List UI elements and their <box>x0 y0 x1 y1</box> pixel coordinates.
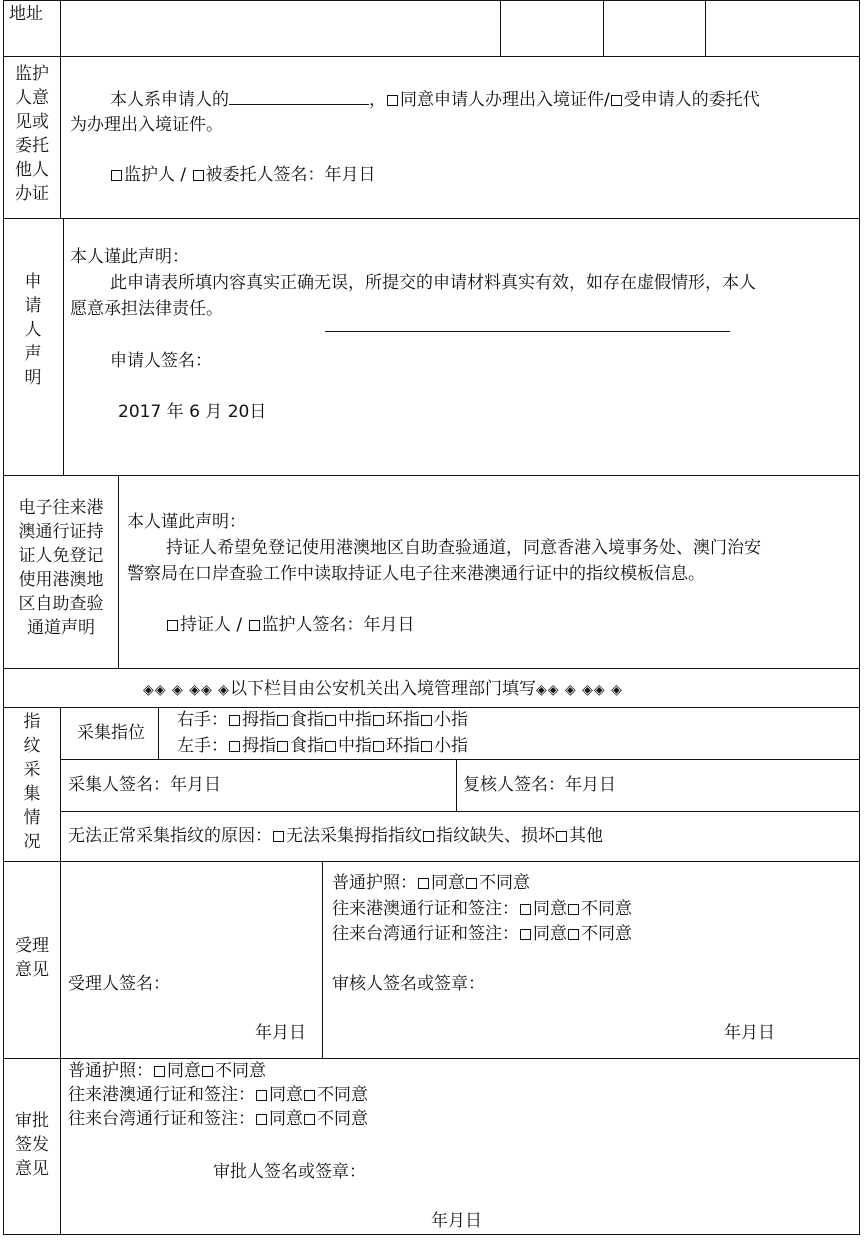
col-divider <box>158 707 159 759</box>
e-pass-heading: 本人谨此声明： <box>127 512 246 532</box>
row-divider <box>3 861 860 862</box>
row-divider <box>3 707 860 708</box>
left-thumb-checkbox[interactable] <box>229 741 240 752</box>
passport-disagree-checkbox[interactable] <box>466 878 477 889</box>
diamond-ornament-right: ◈◈ ◈ ◈◈ ◈ <box>535 682 623 698</box>
entrusted-checkbox[interactable] <box>611 95 622 106</box>
row-divider <box>60 811 860 812</box>
row-divider <box>3 56 860 57</box>
hk-macao-agree-checkbox[interactable] <box>520 904 531 915</box>
right-index-checkbox[interactable] <box>277 715 288 726</box>
approval-passport: 普通护照： 同意 不同意 <box>68 1061 266 1081</box>
guardian-signature: 监护人 / 被委托人签名：年月日 <box>110 164 376 186</box>
col-divider <box>603 0 604 56</box>
acceptor-date: 年月日 <box>255 1023 306 1043</box>
left-middle-checkbox[interactable] <box>325 741 336 752</box>
holder-checkbox[interactable] <box>167 620 178 631</box>
approval-passport-agree-checkbox[interactable] <box>154 1066 165 1077</box>
col-divider <box>63 218 64 475</box>
acceptance-reviewer-date: 年月日 <box>724 1023 775 1043</box>
left-index-checkbox[interactable] <box>277 741 288 752</box>
official-use-divider: ◈◈ ◈ ◈◈ ◈以下栏目由公安机关出入境管理部门填写◈◈ ◈ ◈◈ ◈ <box>143 679 623 699</box>
acceptor-signature: 受理人签名： <box>68 974 170 994</box>
right-little-checkbox[interactable] <box>421 715 432 726</box>
guardian-section-label: 监护 人意 见或 委托 他人 办证 <box>15 64 49 204</box>
missing-damaged-checkbox[interactable] <box>423 831 434 842</box>
right-hand-fingers: 右手： 拇指 食指 中指 环指 小指 <box>177 710 468 730</box>
collector-signature: 采集人签名：年月日 <box>68 775 221 795</box>
approval-date: 年月日 <box>431 1211 482 1231</box>
left-little-checkbox[interactable] <box>421 741 432 752</box>
taiwan-agree-checkbox[interactable] <box>520 929 531 940</box>
fingerprint-section-label: 指 纹 采 集 情 况 <box>23 712 41 852</box>
other-reason-checkbox[interactable] <box>556 831 567 842</box>
row-divider <box>60 759 860 760</box>
collect-finger-label: 采集指位 <box>77 723 145 743</box>
right-middle-checkbox[interactable] <box>325 715 336 726</box>
acceptance-section-label: 受理 意见 <box>15 936 49 980</box>
col-divider <box>118 475 119 668</box>
e-pass-signature: 持证人 / 监护人签名：年月日 <box>166 614 415 636</box>
declaration-section-label: 申 请 人 声 明 <box>24 272 42 388</box>
passport-agree-checkbox[interactable] <box>418 878 429 889</box>
declaration-line2: 愿意承担法律责任。 <box>70 299 223 319</box>
declaration-line1: 此申请表所填内容真实正确无误，所提交的申请材料真实有效，如存在虚假情形，本人 <box>110 273 756 293</box>
row-divider <box>3 475 860 476</box>
agree-checkbox[interactable] <box>387 95 398 106</box>
row-divider <box>3 668 860 669</box>
col-divider <box>60 0 61 218</box>
col-divider <box>322 861 323 1058</box>
guardian-checkbox[interactable] <box>111 170 122 181</box>
approval-hk-macao-disagree-checkbox[interactable] <box>304 1090 315 1101</box>
approver-signature: 审批人签名或签章： <box>213 1162 366 1182</box>
guardian-statement: 本人系申请人的 ， 同意申请人办理出入境证件/ 受申请人的委托代 <box>110 90 760 110</box>
e-pass-section-label: 电子往来港 澳通行证持 证人免登记 使用港澳地 区自助查验 通道声明 <box>18 498 104 638</box>
e-pass-line1: 持证人希望免登记使用港澳地区自助查验通道，同意香港入境事务处、澳门治安 <box>166 538 761 558</box>
col-divider <box>456 759 457 811</box>
approval-passport-disagree-checkbox[interactable] <box>202 1066 213 1077</box>
signature-line <box>325 331 730 332</box>
declaration-date: 2017 年 6 月 20日 <box>118 402 267 422</box>
col-divider <box>60 707 61 1235</box>
e-pass-guardian-checkbox[interactable] <box>249 620 260 631</box>
left-ring-checkbox[interactable] <box>373 741 384 752</box>
address-label: 地址 <box>9 4 43 24</box>
entrusted-person-checkbox[interactable] <box>193 170 204 181</box>
right-thumb-checkbox[interactable] <box>229 715 240 726</box>
col-divider <box>500 0 501 56</box>
approval-taiwan-disagree-checkbox[interactable] <box>304 1114 315 1125</box>
address-field[interactable] <box>64 2 498 54</box>
e-pass-line2: 警察局在口岸查验工作中读取持证人电子往来港澳通行证中的指纹模板信息。 <box>127 564 705 584</box>
approval-hk-macao: 往来港澳通行证和签注： 同意 不同意 <box>68 1085 368 1105</box>
acceptance-passport: 普通护照： 同意 不同意 <box>332 873 530 893</box>
row-divider <box>3 1058 860 1059</box>
diamond-ornament-left: ◈◈ ◈ ◈◈ ◈ <box>143 682 230 698</box>
declaration-heading: 本人谨此声明： <box>70 247 189 267</box>
cannot-collect-thumb-checkbox[interactable] <box>273 831 284 842</box>
acceptance-taiwan: 往来台湾通行证和签注： 同意 不同意 <box>332 924 632 944</box>
hk-macao-disagree-checkbox[interactable] <box>568 904 579 915</box>
taiwan-disagree-checkbox[interactable] <box>568 929 579 940</box>
guardian-statement-line2: 为办理出入境证件。 <box>70 115 223 135</box>
col-divider <box>705 0 706 56</box>
right-ring-checkbox[interactable] <box>373 715 384 726</box>
acceptance-hk-macao: 往来港澳通行证和签注： 同意 不同意 <box>332 899 632 919</box>
acceptance-reviewer-signature: 审核人签名或签章： <box>332 974 485 994</box>
reviewer-signature: 复核人签名：年月日 <box>463 775 616 795</box>
row-divider <box>3 218 860 219</box>
left-hand-fingers: 左手： 拇指 食指 中指 环指 小指 <box>177 736 468 756</box>
approval-section-label: 审批 签发 意见 <box>15 1111 49 1179</box>
approval-taiwan: 往来台湾通行证和签注： 同意 不同意 <box>68 1109 368 1129</box>
fingerprint-failure-reason: 无法正常采集指纹的原因： 无法采集拇指指纹 指纹缺失、损坏 其他 <box>68 826 603 846</box>
applicant-signature-label: 申请人签名： <box>110 351 212 371</box>
relationship-blank[interactable] <box>229 90 369 105</box>
approval-taiwan-agree-checkbox[interactable] <box>256 1114 267 1125</box>
approval-hk-macao-agree-checkbox[interactable] <box>256 1090 267 1101</box>
